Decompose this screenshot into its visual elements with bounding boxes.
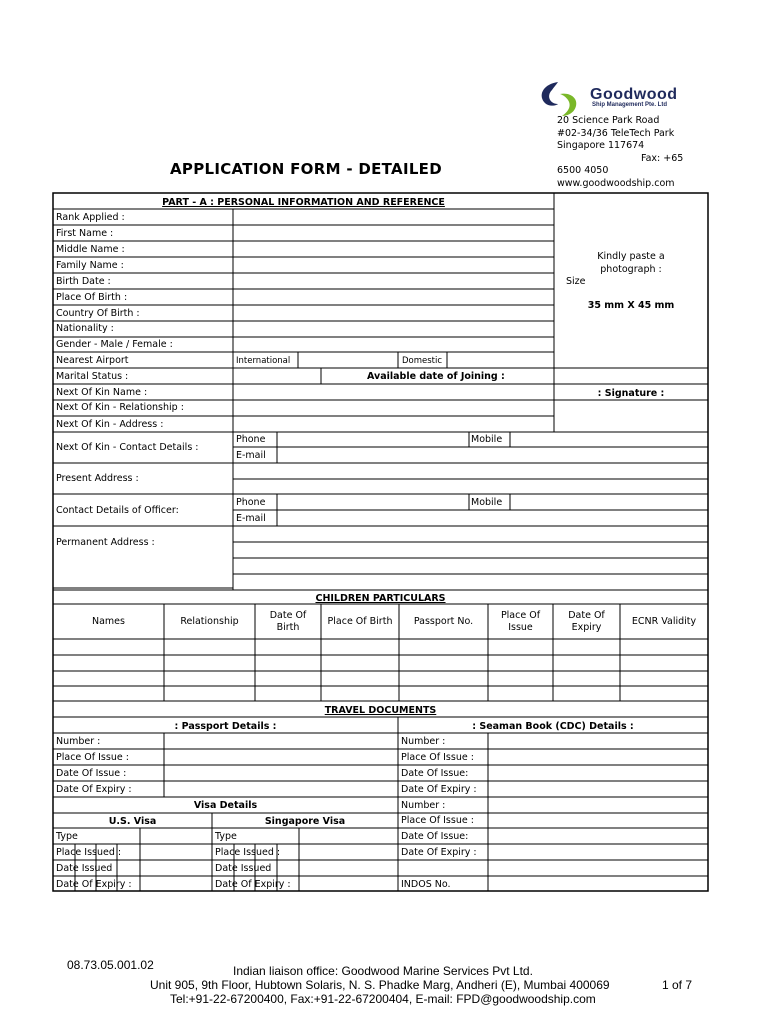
- label-family-name: Family Name :: [56, 260, 124, 271]
- travel-heading: TRAVEL DOCUMENTS: [324, 705, 437, 716]
- indos-number-field[interactable]: [489, 877, 707, 890]
- place-of-birth-field[interactable]: [234, 290, 553, 304]
- passport-number-label: Number :: [56, 736, 101, 747]
- address-line-2: #02-34/36 TeleTech Park: [557, 127, 675, 139]
- us-visa-type-label: Type: [56, 831, 78, 842]
- part-a-heading: PART - A : PERSONAL INFORMATION AND REFERENCE: [162, 197, 445, 208]
- children-col-passport: Passport No.: [413, 616, 474, 627]
- label-country-of-birth: Country Of Birth :: [56, 308, 140, 319]
- us-visa-date-of-expiry-field[interactable]: [141, 877, 211, 890]
- document-code: 08.73.05.001.02: [67, 958, 154, 972]
- available-joining-label: Available date of Joining :: [367, 371, 505, 382]
- passport-place-of-issue-field[interactable]: [165, 750, 397, 764]
- children-col-dob: Date Of Birth: [269, 610, 307, 633]
- photo-instruction-2: photograph :: [600, 264, 662, 275]
- next-of-kin-relationship-field[interactable]: [234, 401, 553, 415]
- present-address-field-2[interactable]: [234, 480, 707, 493]
- seaman-place-of-issue-2-label: Place Of Issue :: [401, 815, 474, 826]
- seaman-date-of-expiry-2-field[interactable]: [489, 845, 707, 859]
- rank-applied-field[interactable]: [234, 210, 553, 224]
- form-title: APPLICATION FORM - DETAILED: [170, 160, 442, 178]
- nok-mobile-field[interactable]: [511, 433, 707, 446]
- label-present-address: Present Address :: [56, 473, 139, 484]
- company-phone: 6500 4050: [557, 165, 609, 176]
- seaman-number-2-field[interactable]: [489, 798, 707, 812]
- us-visa-heading: U.S. Visa: [108, 816, 157, 827]
- officer-mobile-label: Mobile: [471, 497, 503, 508]
- officer-phone-field[interactable]: [278, 495, 468, 509]
- label-rank-applied: Rank Applied :: [56, 212, 125, 223]
- label-middle-name: Middle Name :: [56, 244, 125, 255]
- birth-date-field[interactable]: [234, 274, 553, 288]
- passport-heading: : Passport Details :: [174, 721, 277, 732]
- label-nationality: Nationality :: [56, 323, 114, 334]
- sg-visa-place-issued-field[interactable]: [300, 845, 397, 859]
- label-marital-status: Marital Status :: [56, 371, 129, 382]
- company-tagline: Ship Management Pte. Ltd: [592, 102, 668, 108]
- seaman-date-of-issue-2-field[interactable]: [489, 829, 707, 843]
- seaman-date-of-expiry-field[interactable]: [489, 782, 707, 796]
- children-col-date-of-expiry: Date Of Expiry: [568, 610, 605, 633]
- sg-visa-date-of-expiry-field[interactable]: [300, 877, 397, 890]
- nok-mobile-label: Mobile: [471, 434, 503, 445]
- seaman-place-of-issue-label: Place Of Issue :: [401, 752, 474, 763]
- seaman-number-field[interactable]: [489, 734, 707, 748]
- children-row[interactable]: [54, 687, 707, 700]
- address-line-1: 20 Science Park Road: [557, 115, 660, 126]
- seaman-date-of-issue-label: Date Of Issue:: [401, 768, 469, 779]
- us-visa-date-issued-field[interactable]: [141, 861, 211, 875]
- label-permanent-address: Permanent Address :: [56, 537, 155, 548]
- liaison-office: Indian liaison office: Goodwood Marine Services Pvt Ltd.: [233, 964, 533, 978]
- sg-visa-date-of-expiry-label: Date Of Expiry :: [215, 879, 291, 890]
- next-of-kin-name-field[interactable]: [234, 385, 553, 399]
- middle-name-field[interactable]: [234, 242, 553, 256]
- seaman-number-label: Number :: [401, 736, 446, 747]
- label-place-of-birth: Place Of Birth :: [56, 292, 128, 303]
- children-col-names: Names: [92, 616, 125, 627]
- gender-field[interactable]: [234, 338, 553, 351]
- label-nearest-airport: Nearest Airport: [56, 355, 129, 366]
- permanent-address-field-4[interactable]: [234, 575, 707, 589]
- visa-heading: Visa Details: [193, 800, 258, 811]
- us-visa-date-issued-label: Date Issued: [56, 863, 113, 874]
- liaison-contact: Tel:+91-22-67200400, Fax:+91-22-67200404, E-mail: FPD@goodwoodship.com: [170, 992, 596, 1006]
- sg-visa-type-label: Type: [215, 831, 237, 842]
- us-visa-type-field[interactable]: [141, 829, 211, 843]
- address-line-3: Singapore 117674: [557, 140, 645, 151]
- marital-status-field[interactable]: [234, 369, 320, 383]
- passport-date-of-issue-label: Date Of Issue :: [56, 768, 127, 779]
- label-first-name: First Name :: [56, 228, 114, 239]
- label-birth-date: Birth Date :: [56, 276, 111, 287]
- company-fax: Fax: +65: [641, 152, 684, 164]
- page-number: 1 of 7: [662, 978, 693, 992]
- label-next-of-kin-relationship: Next Of Kin - Relationship :: [56, 402, 184, 413]
- signature-label: : Signature :: [597, 388, 665, 399]
- indos-number-label: INDOS No.: [401, 879, 451, 890]
- children-col-place-of-birth: Place Of Birth: [327, 616, 393, 627]
- sg-visa-place-issued-label: Place Issued :: [215, 847, 281, 858]
- sg-visa-type-field[interactable]: [300, 829, 397, 843]
- permanent-address-field-1[interactable]: [234, 527, 707, 541]
- airport-international-field[interactable]: [299, 353, 397, 367]
- us-visa-date-of-expiry-label: Date Of Expiry :: [56, 879, 132, 890]
- photo-instruction-1: Kindly paste a: [597, 251, 665, 262]
- seaman-number-2-label: Number :: [401, 800, 446, 811]
- sg-visa-date-issued-label: Date Issued: [215, 863, 272, 874]
- children-row[interactable]: [54, 640, 707, 654]
- country-of-birth-field[interactable]: [234, 306, 553, 320]
- nok-email-field[interactable]: [278, 448, 707, 462]
- photo-size-label: Size: [566, 276, 586, 287]
- us-visa-place-issued-field[interactable]: [141, 845, 211, 859]
- liaison-address: Unit 905, 9th Floor, Hubtown Solaris, N. S. Phadke Marg, Andheri (E), Mumbai 400069: [150, 978, 610, 992]
- label-next-of-kin-address: Next Of Kin - Address :: [56, 419, 164, 430]
- seaman-place-of-issue-2-field[interactable]: [489, 814, 707, 827]
- permanent-address-field-3[interactable]: [234, 559, 707, 573]
- children-col-ecnr: ECNR Validity: [631, 616, 697, 627]
- company-website: www.goodwoodship.com: [557, 177, 675, 189]
- children-row[interactable]: [54, 672, 707, 685]
- permanent-address-field-2[interactable]: [234, 543, 707, 557]
- seaman-heading: : Seaman Book (CDC) Details :: [472, 721, 634, 732]
- airport-domestic-label: Domestic: [402, 356, 443, 366]
- available-joining-field[interactable]: [555, 369, 707, 383]
- officer-mobile-field[interactable]: [511, 495, 707, 509]
- seaman-date-of-expiry-2-label: Date Of Expiry :: [401, 847, 477, 858]
- passport-number-field[interactable]: [165, 734, 397, 748]
- seaman-date-of-issue-2-label: Date Of Issue:: [401, 831, 469, 842]
- officer-phone-label: Phone: [236, 497, 266, 508]
- passport-place-of-issue-label: Place Of Issue :: [56, 752, 129, 763]
- singapore-visa-heading: Singapore Visa: [264, 816, 346, 827]
- passport-date-of-expiry-label: Date Of Expiry :: [56, 784, 132, 795]
- family-name-field[interactable]: [234, 258, 553, 272]
- airport-domestic-field[interactable]: [448, 353, 553, 367]
- photo-size: 35 mm X 45 mm: [587, 300, 675, 311]
- label-officer-contact: Contact Details of Officer:: [56, 505, 179, 516]
- seaman-date-of-expiry-label: Date Of Expiry :: [401, 784, 477, 795]
- children-col-place-of-issue: Place Of Issue: [500, 610, 541, 633]
- passport-date-of-expiry-field[interactable]: [165, 782, 397, 796]
- children-row[interactable]: [54, 656, 707, 670]
- airport-international-label: International: [236, 356, 291, 366]
- company-name: Goodwood: [590, 86, 678, 103]
- children-heading: CHILDREN PARTICULARS: [315, 593, 446, 604]
- present-address-field-1[interactable]: [234, 464, 707, 478]
- nok-phone-field[interactable]: [278, 433, 468, 446]
- label-next-of-kin-name: Next Of Kin Name :: [56, 387, 148, 398]
- signature-box[interactable]: [555, 401, 707, 431]
- label-next-of-kin-contact: Next Of Kin - Contact Details :: [56, 442, 199, 453]
- label-gender: Gender - Male / Female :: [56, 339, 173, 350]
- sg-visa-date-issued-field[interactable]: [300, 861, 397, 875]
- nok-phone-label: Phone: [236, 434, 266, 445]
- seaman-place-of-issue-field[interactable]: [489, 750, 707, 764]
- nationality-field[interactable]: [234, 322, 553, 336]
- next-of-kin-address-field[interactable]: [234, 417, 553, 431]
- passport-date-of-issue-field[interactable]: [165, 766, 397, 780]
- children-col-relationship: Relationship: [180, 616, 239, 627]
- officer-email-label: E-mail: [236, 513, 266, 524]
- officer-email-field[interactable]: [278, 511, 707, 525]
- nok-email-label: E-mail: [236, 450, 266, 461]
- us-visa-place-issued-label: Place Issued :: [56, 847, 122, 858]
- first-name-field[interactable]: [234, 226, 553, 240]
- seaman-date-of-issue-field[interactable]: [489, 766, 707, 780]
